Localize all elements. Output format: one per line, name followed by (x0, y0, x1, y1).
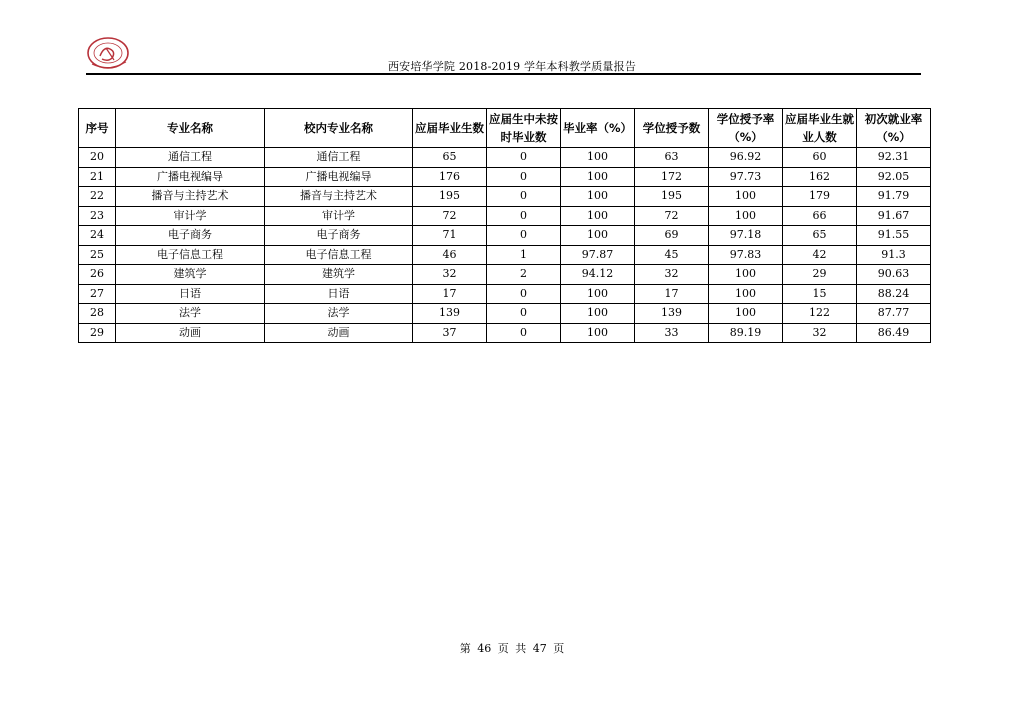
table-cell: 100 (561, 167, 635, 187)
table-cell: 2 (487, 265, 561, 285)
table-cell: 审计学 (265, 206, 413, 226)
table-cell: 100 (709, 187, 783, 207)
table-cell: 审计学 (116, 206, 265, 226)
table-cell: 日语 (265, 284, 413, 304)
table-row (79, 265, 931, 285)
table-cell: 97.73 (709, 167, 783, 187)
table-cell: 0 (487, 284, 561, 304)
table-row (79, 148, 931, 168)
table-cell: 97.83 (709, 245, 783, 265)
table-cell: 97.18 (709, 226, 783, 246)
table-cell: 电子商务 (116, 226, 265, 246)
header-divider (86, 73, 921, 75)
table-cell: 88.24 (857, 284, 931, 304)
column-header: 应届生中未按时毕业数 (487, 109, 561, 148)
table-cell: 电子信息工程 (116, 245, 265, 265)
table-cell: 176 (413, 167, 487, 187)
table-cell: 100 (561, 148, 635, 168)
table-cell: 89.19 (709, 323, 783, 343)
table-cell: 电子商务 (265, 226, 413, 246)
table-cell: 71 (413, 226, 487, 246)
table-cell: 91.79 (857, 187, 931, 207)
table-cell: 动画 (116, 323, 265, 343)
table-cell: 建筑学 (116, 265, 265, 285)
table-cell: 广播电视编导 (116, 167, 265, 187)
page-number: 第 46 页 共 47 页 (459, 642, 565, 655)
table-cell: 0 (487, 323, 561, 343)
table-cell: 26 (79, 265, 116, 285)
table-cell: 72 (413, 206, 487, 226)
table-cell: 65 (413, 148, 487, 168)
table-cell: 27 (79, 284, 116, 304)
table-cell: 28 (79, 304, 116, 324)
table-cell: 32 (783, 323, 857, 343)
table-cell: 37 (413, 323, 487, 343)
table-cell: 46 (413, 245, 487, 265)
table-cell: 21 (79, 167, 116, 187)
report-header-title: 西安培华学院 2018-2019 学年本科教学质量报告 (387, 60, 637, 73)
table-cell: 63 (635, 148, 709, 168)
table-cell: 100 (561, 284, 635, 304)
table-cell: 162 (783, 167, 857, 187)
table-cell: 0 (487, 187, 561, 207)
table-cell: 90.63 (857, 265, 931, 285)
table-cell: 91.67 (857, 206, 931, 226)
table-cell: 96.92 (709, 148, 783, 168)
table-cell: 17 (413, 284, 487, 304)
table-cell: 45 (635, 245, 709, 265)
table-cell: 100 (709, 265, 783, 285)
table-cell: 172 (635, 167, 709, 187)
table-cell: 法学 (265, 304, 413, 324)
column-header: 专业名称 (116, 109, 265, 148)
table-row (79, 284, 931, 304)
table-cell: 100 (561, 206, 635, 226)
table-cell: 86.49 (857, 323, 931, 343)
table-cell: 33 (635, 323, 709, 343)
table-row (79, 304, 931, 324)
table-cell: 100 (709, 284, 783, 304)
table-cell: 20 (79, 148, 116, 168)
table-cell: 29 (79, 323, 116, 343)
table-cell: 24 (79, 226, 116, 246)
table-cell: 23 (79, 206, 116, 226)
table-cell: 通信工程 (265, 148, 413, 168)
table-cell: 195 (635, 187, 709, 207)
table-cell: 广播电视编导 (265, 167, 413, 187)
table-cell: 电子信息工程 (265, 245, 413, 265)
table-cell: 29 (783, 265, 857, 285)
table-row (79, 323, 931, 343)
table-cell: 100 (709, 304, 783, 324)
table-body (79, 148, 931, 343)
column-header: 应届毕业生就业人数 (783, 109, 857, 148)
table-cell: 69 (635, 226, 709, 246)
table-cell: 139 (635, 304, 709, 324)
table-cell: 1 (487, 245, 561, 265)
table-cell: 0 (487, 304, 561, 324)
table-cell: 87.77 (857, 304, 931, 324)
table-cell: 0 (487, 226, 561, 246)
table-row (79, 167, 931, 187)
table-cell: 72 (635, 206, 709, 226)
table-cell: 0 (487, 148, 561, 168)
table-header-row (79, 109, 931, 148)
table-cell: 94.12 (561, 265, 635, 285)
column-header: 初次就业率（%） (857, 109, 931, 148)
table-cell: 日语 (116, 284, 265, 304)
table-cell: 播音与主持艺术 (116, 187, 265, 207)
table-cell: 100 (561, 187, 635, 207)
column-header: 序号 (79, 109, 116, 148)
table-cell: 60 (783, 148, 857, 168)
table-cell: 100 (561, 323, 635, 343)
table-cell: 法学 (116, 304, 265, 324)
table-cell: 195 (413, 187, 487, 207)
column-header: 毕业率（%） (561, 109, 635, 148)
column-header: 校内专业名称 (265, 109, 413, 148)
table-cell: 0 (487, 167, 561, 187)
table-cell: 179 (783, 187, 857, 207)
table-row (79, 206, 931, 226)
table-cell: 66 (783, 206, 857, 226)
table-cell: 92.31 (857, 148, 931, 168)
table-cell: 15 (783, 284, 857, 304)
table-cell: 100 (709, 206, 783, 226)
table-cell: 播音与主持艺术 (265, 187, 413, 207)
table-cell: 91.3 (857, 245, 931, 265)
column-header: 学位授予率（%） (709, 109, 783, 148)
column-header: 学位授予数 (635, 109, 709, 148)
table-cell: 91.55 (857, 226, 931, 246)
table-cell: 17 (635, 284, 709, 304)
table-cell: 32 (635, 265, 709, 285)
table-cell: 0 (487, 206, 561, 226)
table-cell: 建筑学 (265, 265, 413, 285)
table-cell: 97.87 (561, 245, 635, 265)
table-row (79, 187, 931, 207)
graduation-employment-table (78, 108, 931, 343)
table-cell: 100 (561, 304, 635, 324)
table-row (79, 245, 931, 265)
table-cell: 92.05 (857, 167, 931, 187)
table-cell: 139 (413, 304, 487, 324)
table-cell: 通信工程 (116, 148, 265, 168)
table-cell: 65 (783, 226, 857, 246)
table-row (79, 226, 931, 246)
table-cell: 22 (79, 187, 116, 207)
table-cell: 42 (783, 245, 857, 265)
table-cell: 25 (79, 245, 116, 265)
column-header: 应届毕业生数 (413, 109, 487, 148)
table-cell: 100 (561, 226, 635, 246)
table-cell: 动画 (265, 323, 413, 343)
table-cell: 122 (783, 304, 857, 324)
table-cell: 32 (413, 265, 487, 285)
